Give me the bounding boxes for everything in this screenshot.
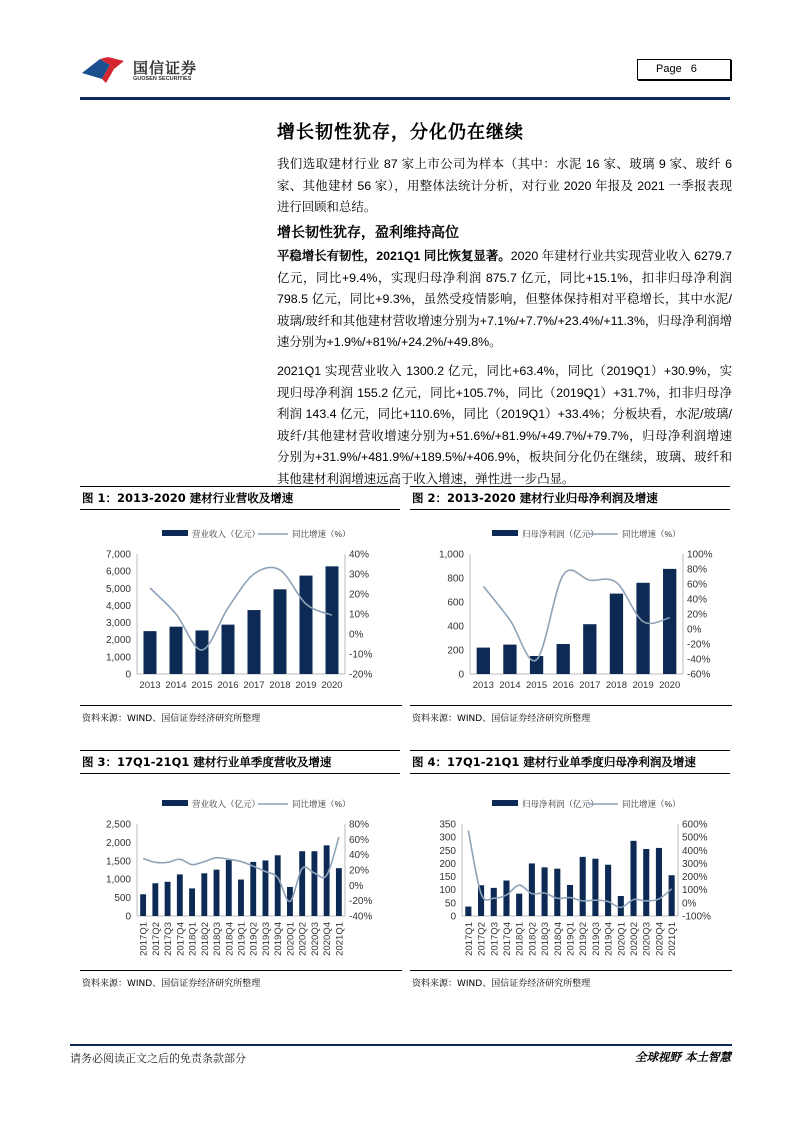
- chart-3: [80, 774, 400, 970]
- page-number: 6: [690, 63, 697, 75]
- legend-line-label: 同比增速（%）: [622, 799, 681, 809]
- y-tick-label: 2,500: [105, 819, 131, 831]
- x-tick-label: 2017Q2: [476, 922, 488, 956]
- figure-source: 资料来源：WIND、国信证券经济研究所整理: [80, 970, 402, 989]
- bar: [214, 870, 220, 916]
- bar: [189, 888, 195, 916]
- legend-line-label: 同比增速（%）: [292, 799, 351, 809]
- legend-bar-label: 归母净利润（亿元）: [522, 799, 599, 809]
- footer-disclaimer: 请务必阅读正文之后的免责条款部分: [70, 1052, 246, 1065]
- logo-text-en: GUOSEN SECURITIES: [133, 76, 192, 82]
- y2-tick-label: -20%: [687, 639, 711, 651]
- y-tick-label: 0: [125, 669, 131, 681]
- y2-tick-label: 200%: [682, 872, 708, 884]
- bar: [250, 862, 256, 916]
- y2-tick-label: 600%: [682, 819, 708, 831]
- x-tick-label: 2019: [295, 680, 317, 691]
- bar: [669, 875, 675, 916]
- bar: [326, 566, 339, 674]
- intro-paragraph: 我们选取建材行业 87 家上市公司为样本（其中：水泥 16 家、玻璃 9 家、玻纤 6 家、其他建材 56 家），用整体法统计分析，对行业 2020 年报及 2021 一季报表现进行回顾和总结。: [277, 157, 732, 214]
- x-tick-label: 2017Q1: [463, 922, 475, 956]
- y-tick-label: 2,000: [105, 635, 131, 647]
- x-tick-label: 2019Q3: [590, 922, 602, 956]
- figure-source: 资料来源：WIND、国信证券经济研究所整理: [410, 705, 732, 724]
- chart-2: [410, 510, 730, 695]
- y2-tick-label: 60%: [349, 834, 370, 846]
- y-tick-label: 200: [439, 858, 456, 870]
- x-tick-label: 2020: [659, 680, 681, 691]
- bar: [503, 645, 516, 674]
- chart-1: [80, 510, 400, 695]
- y-tick-label: 1,000: [438, 549, 464, 561]
- bar: [300, 576, 313, 674]
- x-tick-label: 2019Q3: [260, 922, 272, 956]
- x-tick-label: 2020Q3: [309, 922, 321, 956]
- bar: [465, 907, 471, 916]
- logo-text-cn: 国信证券: [133, 59, 198, 77]
- legend-bar-swatch: [492, 530, 518, 536]
- y-tick-label: 200: [447, 645, 464, 657]
- x-tick-label: 2019Q4: [603, 922, 615, 956]
- legend-line-label: 同比增速（%）: [622, 529, 681, 539]
- x-tick-label: 2021Q1: [334, 922, 346, 956]
- y2-tick-label: 60%: [687, 579, 708, 591]
- bar: [222, 625, 235, 674]
- y2-tick-label: -20%: [349, 669, 373, 681]
- y-tick-label: 100: [439, 885, 456, 897]
- x-tick-label: 2017Q1: [138, 922, 150, 956]
- bar: [165, 882, 171, 916]
- x-tick-label: 2017Q4: [175, 922, 187, 956]
- figure-4: [410, 750, 730, 989]
- x-tick-label: 2015: [191, 680, 213, 691]
- bar: [263, 860, 269, 916]
- figure-title: 图 2：2013-2020 建材行业归母净利润及增速: [410, 486, 730, 510]
- paragraph-1-lead: 平稳增长有韧性，2021Q1 同比恢复显著。: [277, 249, 511, 263]
- bar: [663, 569, 676, 674]
- y-tick-label: 800: [447, 573, 464, 585]
- bar: [248, 610, 261, 674]
- y-tick-label: 0: [125, 911, 131, 923]
- x-tick-label: 2019: [632, 680, 654, 691]
- y2-tick-label: 0%: [349, 880, 364, 892]
- x-tick-label: 2019Q4: [273, 922, 285, 956]
- y-tick-label: 1,000: [105, 874, 131, 886]
- y2-tick-label: 0%: [682, 898, 697, 910]
- y-tick-label: 300: [439, 832, 456, 844]
- bar: [554, 869, 560, 916]
- bar: [567, 885, 573, 916]
- bar: [580, 857, 586, 916]
- bar: [275, 855, 281, 916]
- y2-tick-label: 80%: [687, 564, 708, 576]
- y2-tick-label: 0%: [349, 629, 364, 641]
- y-tick-label: 3,000: [105, 618, 131, 630]
- x-tick-label: 2017Q2: [150, 922, 162, 956]
- figure-title: 图 1：2013-2020 建材行业营收及增速: [80, 486, 400, 510]
- y2-tick-label: 40%: [349, 850, 370, 862]
- figure-source: 资料来源：WIND、国信证券经济研究所整理: [80, 705, 402, 724]
- subsection-title: 增长韧性犹存，盈利维持高位: [277, 225, 459, 241]
- y-tick-label: 6,000: [105, 566, 131, 578]
- paragraph-1-body: 2020 年建材行业共实现营业收入 6279.7 亿元，同比+9.4%，实现归母净利润 875.7 亿元，同比+15.1%，扣非归母净利润 798.5 亿元，同比+9.3%，虽然受疫情影响，但整体保持相对平稳增长，其中水泥/玻璃/玻纤和其他建材营收增速分别为+7.1%/+7.7%/+23.4%/+11.3%，归母净利润增速分别为+1.9%/+81%/+24.2%/+49.8%。: [277, 249, 732, 349]
- bar: [477, 648, 490, 674]
- bar: [201, 873, 207, 916]
- x-tick-label: 2020Q2: [297, 922, 309, 956]
- footer-rule: [70, 1044, 732, 1046]
- figure-3: [80, 750, 400, 989]
- y2-tick-label: 10%: [349, 609, 370, 621]
- bar: [656, 848, 662, 916]
- x-tick-label: 2019Q2: [578, 922, 590, 956]
- x-tick-label: 2018: [269, 680, 291, 691]
- bar: [177, 874, 183, 916]
- header-rule: [80, 97, 730, 100]
- y-tick-label: 1,000: [105, 652, 131, 664]
- bar: [140, 894, 146, 916]
- bar: [592, 859, 598, 916]
- x-tick-label: 2017: [579, 680, 601, 691]
- bar: [516, 894, 522, 916]
- x-tick-label: 2016: [552, 680, 574, 691]
- x-tick-label: 2018Q1: [187, 922, 199, 956]
- legend-bar-label: 营业收入（亿元）: [192, 529, 261, 539]
- x-tick-label: 2020Q4: [654, 922, 666, 956]
- x-tick-label: 2018: [605, 680, 628, 691]
- y-tick-label: 2,000: [105, 837, 131, 849]
- y2-tick-label: 20%: [349, 589, 370, 601]
- x-tick-label: 2017Q3: [163, 922, 175, 956]
- x-tick-label: 2018Q2: [527, 922, 539, 956]
- figure-2: [410, 486, 730, 724]
- y2-tick-label: 30%: [349, 569, 370, 581]
- y2-tick-label: 80%: [349, 819, 370, 831]
- bar: [336, 868, 342, 916]
- y2-tick-label: -40%: [349, 911, 373, 923]
- x-tick-label: 2020Q1: [285, 922, 297, 956]
- x-tick-label: 2014: [499, 680, 521, 691]
- chart-4: [410, 774, 730, 970]
- page-label: Page: [656, 63, 682, 75]
- paragraph-2: 2021Q1 实现营业收入 1300.2 亿元，同比+63.4%，同比（2019Q1）+30.9%，实现归母净利润 155.2 亿元，同比+105.7%，同比（2019Q1）+31.7%，扣非归母净利润 143.4 亿元，同比+110.6%，同比（2019Q1）+33.4%；分板块看，水泥/玻璃/玻纤/其他建材营收增速分别为+51.6%/+81.9%/+49.7%/+79.7%，归母净利润增速分别为+31.9%/+481.9%/+189.5%/+406.9%，板块间分化仍在继续，玻璃、玻纤和其他建材利润增速远高于收入增速，弹性进一步凸显。: [277, 364, 732, 486]
- x-tick-label: 2013: [472, 680, 494, 691]
- x-tick-label: 2019Q1: [236, 922, 248, 956]
- bar: [152, 883, 158, 916]
- logo-mark-icon: [80, 55, 130, 85]
- bar: [324, 845, 330, 916]
- bar: [196, 630, 209, 674]
- y2-tick-label: -20%: [349, 896, 373, 908]
- y2-tick-label: -60%: [687, 669, 711, 681]
- x-tick-label: 2020Q4: [322, 922, 334, 956]
- bar: [529, 863, 535, 916]
- x-tick-label: 2018Q2: [199, 922, 211, 956]
- bar: [610, 594, 623, 674]
- bar: [503, 881, 509, 916]
- y2-tick-label: 400%: [682, 845, 708, 857]
- bar: [630, 841, 636, 916]
- bar: [636, 583, 649, 674]
- legend-bar-swatch: [162, 530, 188, 536]
- paragraph-1: [277, 246, 732, 354]
- x-tick-label: 2017Q4: [501, 922, 513, 956]
- x-tick-label: 2016: [217, 680, 239, 691]
- y-tick-label: 1,500: [105, 856, 131, 868]
- bar: [238, 880, 244, 916]
- y-tick-label: 150: [439, 872, 456, 884]
- x-tick-label: 2020Q2: [629, 922, 641, 956]
- y2-tick-label: 500%: [682, 832, 708, 844]
- x-tick-label: 2018Q4: [224, 922, 236, 956]
- y-tick-label: 600: [447, 597, 464, 609]
- y2-tick-label: 40%: [687, 594, 708, 606]
- x-tick-label: 2020Q1: [616, 922, 628, 956]
- bar: [144, 631, 157, 674]
- bar: [583, 624, 596, 674]
- legend-bar-label: 归母净利润（亿元）: [522, 529, 599, 539]
- figure-title: 图 4：17Q1-21Q1 建材行业单季度归母净利润及增速: [410, 750, 730, 774]
- legend-bar-swatch: [162, 800, 188, 806]
- footer-slogan: 全球视野 本土智慧: [634, 1050, 731, 1064]
- y2-tick-label: -10%: [349, 649, 373, 661]
- y-tick-label: 4,000: [105, 600, 131, 612]
- y2-tick-label: 20%: [349, 865, 370, 877]
- bar: [226, 860, 232, 916]
- y2-tick-label: 100%: [687, 549, 713, 561]
- bar: [170, 627, 183, 674]
- legend-bar-swatch: [492, 800, 518, 806]
- guosen-logo: [80, 55, 220, 85]
- x-tick-label: 2017Q3: [489, 922, 501, 956]
- y-tick-label: 250: [439, 845, 456, 857]
- x-tick-label: 2020: [321, 680, 343, 691]
- bar: [557, 644, 570, 674]
- bar: [478, 885, 484, 916]
- y-tick-label: 400: [447, 621, 464, 633]
- y2-tick-label: -100%: [682, 911, 711, 923]
- figure-1: [80, 486, 400, 724]
- bar: [274, 589, 287, 674]
- x-tick-label: 2015: [525, 680, 548, 691]
- y2-tick-label: 100%: [682, 885, 708, 897]
- x-tick-label: 2013: [139, 680, 161, 691]
- x-tick-label: 2018Q4: [552, 922, 564, 956]
- y2-tick-label: 40%: [349, 549, 370, 561]
- y2-tick-label: 20%: [687, 609, 708, 621]
- bar: [299, 851, 305, 916]
- y2-tick-label: 300%: [682, 858, 708, 870]
- y2-tick-label: 0%: [687, 624, 702, 636]
- legend-bar-label: 营业收入（亿元）: [192, 799, 261, 809]
- x-tick-label: 2020Q3: [641, 922, 653, 956]
- y-tick-label: 7,000: [105, 549, 131, 561]
- bar: [643, 849, 649, 916]
- bar: [311, 851, 317, 916]
- x-tick-label: 2019Q1: [565, 922, 577, 956]
- bar: [542, 867, 548, 916]
- y-tick-label: 50: [444, 898, 456, 910]
- bar: [605, 865, 611, 916]
- y-tick-label: 500: [114, 893, 131, 905]
- x-tick-label: 2018Q3: [212, 922, 224, 956]
- x-tick-label: 2019Q2: [248, 922, 260, 956]
- x-tick-label: 2014: [165, 680, 187, 691]
- y-tick-label: 0: [458, 669, 464, 681]
- section-title: 增长韧性犹存，分化仍在继续: [277, 122, 524, 143]
- bar: [491, 888, 497, 916]
- y-tick-label: 350: [439, 819, 456, 831]
- x-tick-label: 2018Q3: [540, 922, 552, 956]
- x-tick-label: 2018Q1: [514, 922, 526, 956]
- figure-source: 资料来源：WIND、国信证券经济研究所整理: [410, 970, 732, 989]
- figure-title: 图 3：17Q1-21Q1 建材行业单季度营收及增速: [80, 750, 400, 774]
- x-tick-label: 2021Q1: [667, 922, 679, 956]
- y2-tick-label: -40%: [687, 654, 711, 666]
- x-tick-label: 2017: [243, 680, 265, 691]
- legend-line-label: 同比增速（%）: [292, 529, 351, 539]
- y-tick-label: 0: [450, 911, 456, 923]
- y-tick-label: 5,000: [105, 583, 131, 595]
- page-number-box: [637, 59, 731, 80]
